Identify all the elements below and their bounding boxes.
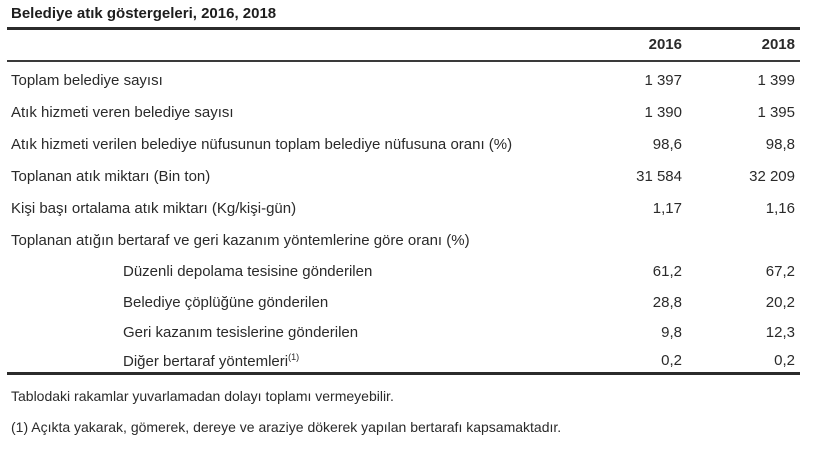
value-2016: 1 397 (644, 72, 682, 89)
table-row (0, 352, 825, 372)
value-2018: 67,2 (765, 263, 795, 280)
row-label-text: Belediye çöplüğüne gönderilen (123, 294, 329, 311)
row-label (11, 72, 163, 89)
value-2016: 61,2 (652, 263, 682, 280)
value-2018: 20,2 (765, 294, 795, 311)
value-2016: 1,17 (652, 200, 682, 217)
top-rule (7, 27, 800, 30)
note-footnote-1: (1) Açıkta yakarak, gömerek, dereye ve araziye dökerek yapılan bertarafı kapsamaktadır. (11, 419, 562, 435)
table-row (0, 104, 825, 124)
row-label (11, 136, 512, 153)
table-title: Belediye atık göstergeleri, 2016, 2018 (11, 5, 277, 22)
table-row (0, 324, 825, 344)
row-label-text: Toplam belediye sayısı (11, 72, 163, 89)
value-2016: 31 584 (636, 168, 682, 185)
value-2016: 1 390 (644, 104, 682, 121)
value-2018: 0,2 (774, 352, 795, 369)
column-header-2016: 2016 (648, 36, 682, 53)
table-row (0, 136, 825, 156)
footnote-ref: (1) (288, 352, 300, 362)
row-label-text: Düzenli depolama tesisine gönderilen (123, 263, 373, 280)
row-label-text: Toplanan atık miktarı (Bin ton) (11, 168, 211, 185)
row-label-text: Toplanan atığın bertaraf ve geri kazanım yöntemlerine göre oranı (%) (11, 232, 470, 249)
row-label (123, 263, 372, 280)
header-rule (7, 60, 800, 62)
row-label (123, 294, 328, 311)
value-2018: 1 395 (757, 104, 795, 121)
table-row (0, 200, 825, 220)
row-label-text: Atık hizmeti verilen belediye nüfusunun toplam belediye nüfusuna oranı (%) (11, 136, 513, 153)
row-label-text: Atık hizmeti veren belediye sayısı (11, 104, 234, 121)
value-2016: 0,2 (661, 352, 682, 369)
table-row (0, 232, 825, 252)
value-2018: 12,3 (765, 324, 795, 341)
value-2018: 32 209 (749, 168, 795, 185)
row-label (11, 104, 234, 121)
value-2018: 1,16 (765, 200, 795, 217)
row-label-text: Diğer bertaraf yöntemleri (123, 353, 289, 370)
row-label (11, 168, 210, 185)
value-2018: 98,8 (765, 136, 795, 153)
note-rounding: Tablodaki rakamlar yuvarlamadan dolayı toplamı vermeyebilir. (11, 388, 394, 404)
value-2016: 98,6 (652, 136, 682, 153)
value-2016: 9,8 (661, 324, 682, 341)
table-row (0, 72, 825, 92)
row-label (11, 232, 470, 249)
row-label-text: Geri kazanım tesislerine gönderilen (123, 324, 359, 341)
value-2016: 28,8 (652, 294, 682, 311)
row-label (123, 324, 358, 341)
row-label-text: Kişi başı ortalama atık miktarı (Kg/kişi-gün) (11, 200, 297, 217)
bottom-rule (7, 372, 800, 375)
table-row (0, 168, 825, 188)
column-header-2018: 2018 (761, 36, 795, 53)
table-row (0, 263, 825, 283)
value-2018: 1 399 (757, 72, 795, 89)
row-label (11, 200, 296, 217)
table-row (0, 294, 825, 314)
row-label (123, 352, 299, 370)
